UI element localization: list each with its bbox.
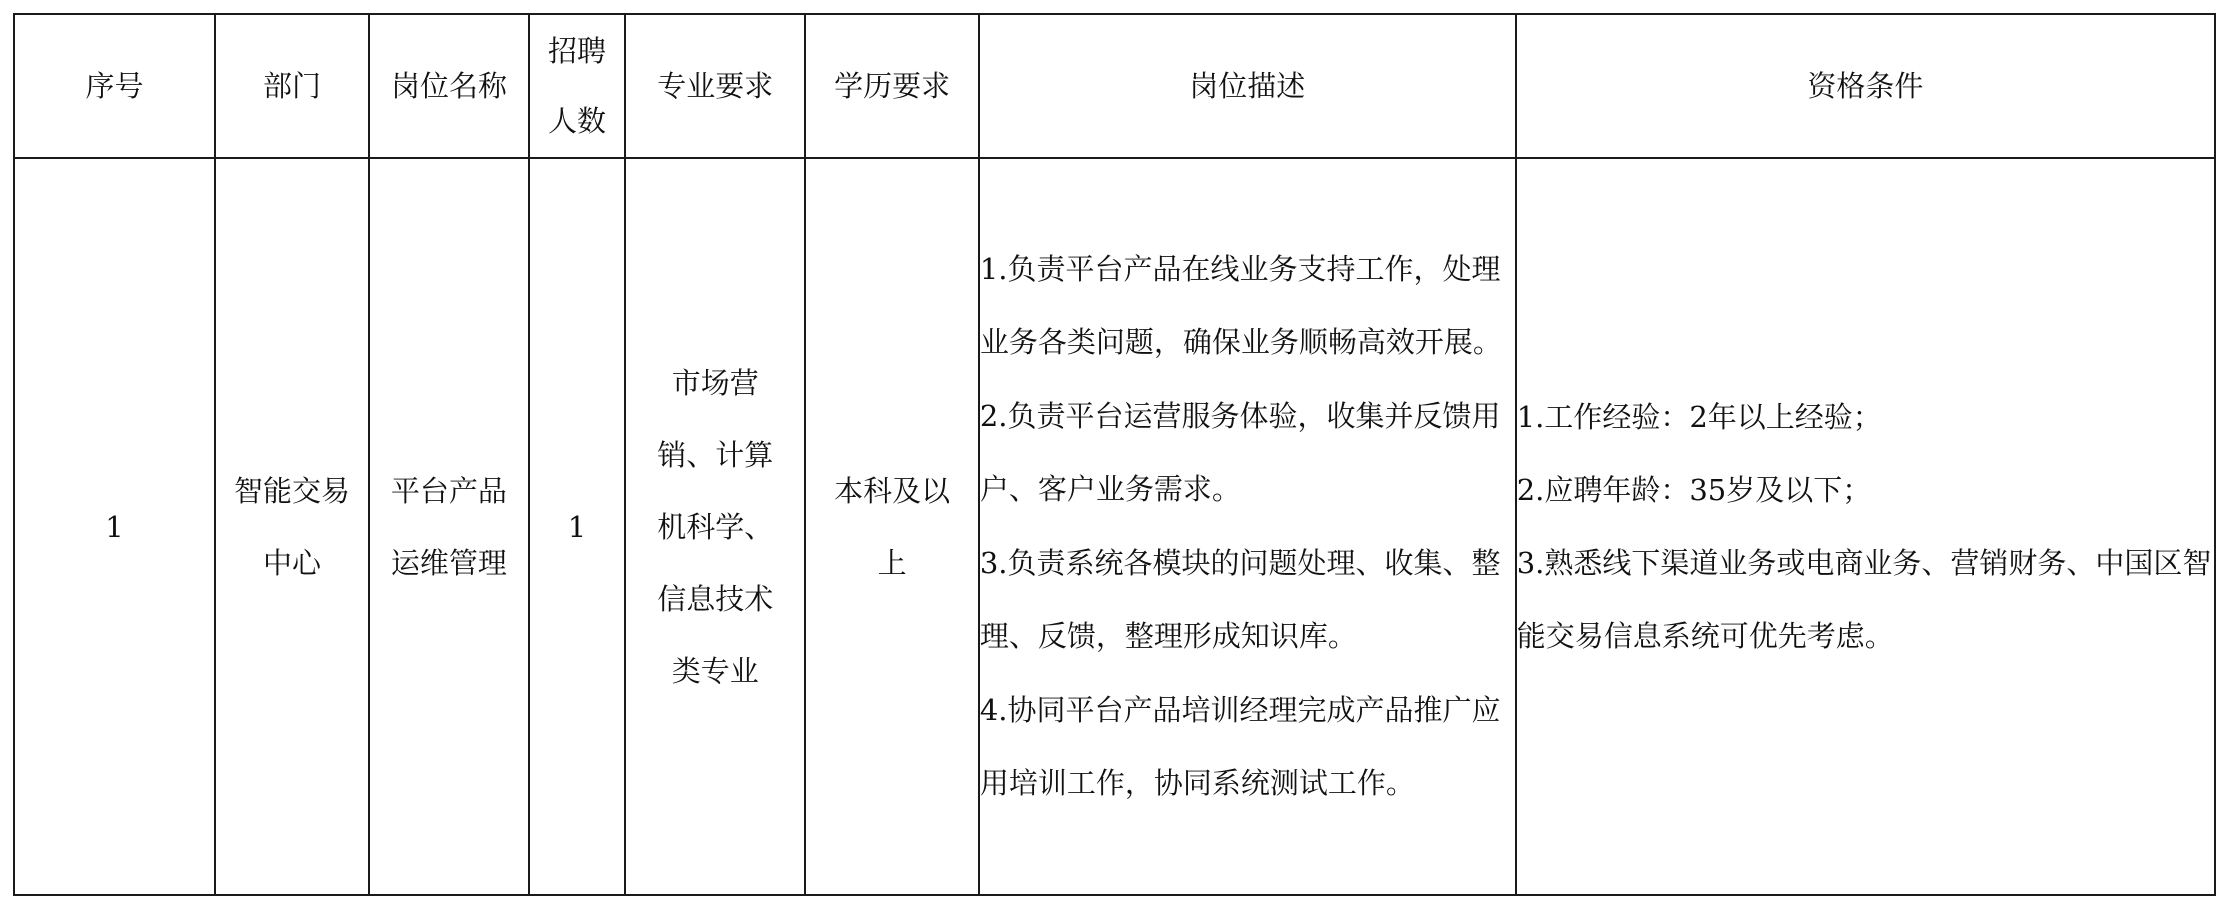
cell-seq — [14, 158, 215, 895]
cell-position — [369, 158, 529, 895]
header-headcount — [529, 14, 625, 158]
headcount-value: 1 — [567, 509, 587, 544]
qualification-item: 1.工作经验：2年以上经验； — [1516, 399, 1882, 434]
description-item: 4.协同平台产品培训经理完成产品推广应用培训工作，协同系统测试工作。 — [979, 692, 1501, 800]
cell-description — [979, 158, 1516, 895]
description-item: 2.负责平台运营服务体验，收集并反馈用户、客户业务需求。 — [979, 398, 1501, 506]
cell-major — [625, 158, 805, 895]
qualification-item: 2.应聘年龄：35岁及以下； — [1516, 472, 1872, 507]
major-value: 市场营销、计算机科学、信息技术类专业 — [657, 365, 774, 688]
header-qualification: 资格条件 — [1516, 14, 2215, 158]
header-dept: 部门 — [215, 14, 369, 158]
header-row — [14, 14, 2215, 158]
header-education: 学历要求 — [805, 14, 978, 158]
cell-education — [805, 158, 978, 895]
seq-value: 1 — [105, 509, 124, 544]
position-value: 平台产品运维管理 — [390, 473, 507, 580]
description-item: 1.负责平台产品在线业务支持工作，处理业务各类问题，确保业务顺畅高效开展。 — [979, 251, 1502, 359]
qualification-item: 3.熟悉线下渠道业务或电商业务、营销财务、中国区智能交易信息系统可优先考虑。 — [1516, 545, 2212, 653]
description-item: 3.负责系统各模块的问题处理、收集、整理、反馈，整理形成知识库。 — [979, 545, 1501, 653]
cell-qualification — [1516, 158, 2215, 895]
header-major: 专业要求 — [625, 14, 805, 158]
dept-value: 智能交易中心 — [234, 473, 351, 580]
table-row — [14, 158, 2215, 895]
cell-dept — [215, 158, 369, 895]
header-description: 岗位描述 — [979, 14, 1516, 158]
header-headcount-label: 招聘人数 — [547, 34, 606, 138]
job-posting-table — [13, 13, 2216, 896]
header-seq: 序号 — [14, 14, 215, 158]
cell-headcount — [529, 158, 625, 895]
header-position: 岗位名称 — [369, 14, 529, 158]
education-value: 本科及以上 — [834, 473, 951, 580]
